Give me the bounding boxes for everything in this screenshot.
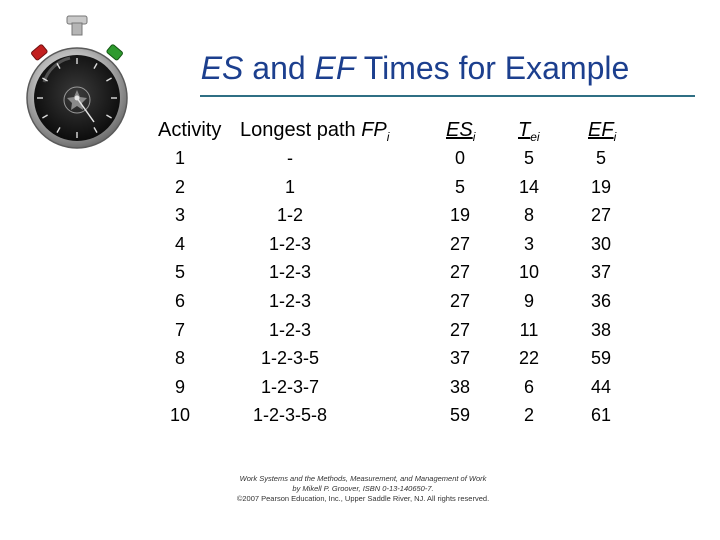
- cell-t: 11: [519, 319, 539, 340]
- cell-t: 14: [518, 176, 540, 197]
- cell-path: 1-2-3: [268, 262, 312, 283]
- cell-ef: 37: [590, 262, 612, 283]
- cell-ef: 30: [590, 233, 612, 254]
- cell-path: 1-2-3-7: [260, 376, 320, 397]
- cell-es: 27: [449, 233, 471, 254]
- cell-t: 22: [518, 348, 540, 369]
- cell-es: 5: [454, 176, 465, 197]
- cell-activity: 10: [169, 405, 191, 426]
- stopwatch-icon: [22, 12, 132, 162]
- cell-path: 1-2-3: [268, 233, 312, 254]
- title-and: and: [243, 50, 315, 86]
- cell-ef: 38: [590, 319, 612, 340]
- cell-t: 9: [523, 290, 534, 311]
- cell-t: 10: [518, 262, 540, 283]
- cell-ef: 19: [590, 176, 612, 197]
- column-ef: [579, 144, 623, 430]
- title-ef: EF: [314, 50, 356, 86]
- cell-es: 59: [449, 405, 471, 426]
- column-te: [507, 144, 551, 430]
- cell-ef: 59: [590, 348, 612, 369]
- header-activity: Activity: [158, 119, 222, 141]
- cell-activity: 4: [174, 233, 185, 254]
- cell-es: 38: [449, 376, 471, 397]
- header-longest-path: Longest path $FP_i$: [240, 119, 390, 144]
- cell-es: 37: [449, 348, 471, 369]
- header-te: $T_{ei}$: [518, 119, 540, 144]
- cell-activity: 9: [174, 376, 185, 397]
- cell-t: 3: [523, 233, 534, 254]
- cell-path: 1-2-3: [268, 319, 312, 340]
- cell-es: 27: [449, 319, 471, 340]
- cell-path: 1-2-3-5-8: [252, 405, 328, 426]
- column-longest-path: [240, 144, 340, 430]
- title-divider: [200, 95, 695, 97]
- cell-ef: 44: [590, 376, 612, 397]
- cell-es: 0: [454, 148, 465, 168]
- cell-es: 27: [449, 262, 471, 283]
- footer-line-1: Work Systems and the Methods, Measurement, and Management of Work: [239, 474, 487, 483]
- cell-t: 8: [523, 205, 534, 226]
- cell-ef: 27: [590, 205, 612, 226]
- cell-path: 1: [284, 176, 295, 197]
- cell-ef: 5: [595, 148, 606, 168]
- cell-t: 6: [523, 376, 534, 397]
- cell-activity: 2: [174, 176, 185, 197]
- cell-path: -: [287, 148, 293, 168]
- cell-activity: 1: [174, 148, 185, 168]
- footer-line-2: by Mikell P. Groover, ISBN 0-13-140650-7.: [292, 484, 434, 493]
- copyright-footer: [190, 474, 536, 504]
- cell-activity: 3: [174, 205, 185, 226]
- cell-es: 19: [449, 205, 471, 226]
- cell-activity: 7: [174, 319, 185, 340]
- cell-ef: 36: [590, 290, 612, 311]
- title-es: ES: [200, 50, 244, 86]
- cell-ef: 61: [590, 405, 612, 426]
- cell-t: 2: [523, 405, 534, 426]
- column-es: [438, 144, 482, 430]
- footer-line-3: ©2007 Pearson Education, Inc., Upper Saddle River, NJ. All rights reserved.: [236, 494, 490, 503]
- cell-es: 27: [449, 290, 471, 311]
- cell-path: 1-2: [276, 205, 303, 226]
- title-rest: Times for Example: [355, 50, 630, 86]
- cell-activity: 5: [174, 262, 185, 283]
- cell-path: 1-2-3: [268, 290, 312, 311]
- header-es: $ES_i$: [446, 119, 476, 144]
- cell-path: 1-2-3-5: [260, 348, 320, 369]
- cell-activity: 8: [174, 348, 185, 369]
- cell-t: 5: [523, 148, 534, 168]
- column-activity: [150, 144, 210, 430]
- header-ef: $EF_i$: [588, 119, 617, 144]
- cell-activity: 6: [174, 290, 185, 311]
- slide-title: [200, 48, 630, 88]
